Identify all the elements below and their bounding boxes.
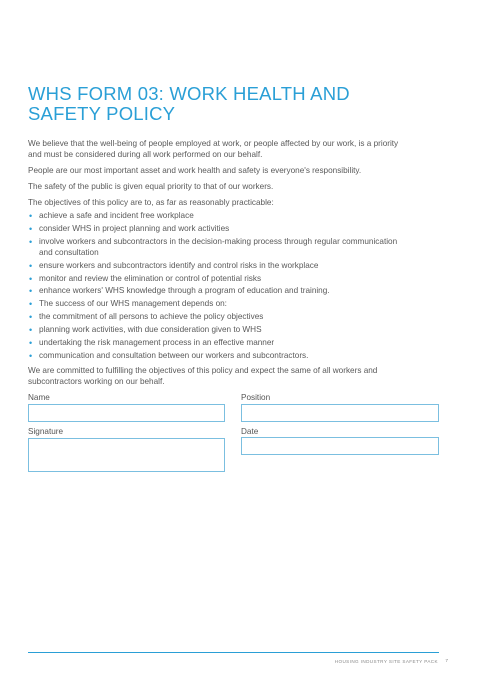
date-field[interactable] xyxy=(241,437,439,455)
list-item-text: the commitment of all persons to achieve the policy objectives xyxy=(39,312,264,322)
closing-paragraph: We are committed to fulfilling the objectives of this policy and expect the same of all workers and subcontractors working on our behalf. xyxy=(28,366,378,386)
list-item-text: involve workers and subcontractors in the decision-making process through regular communication and consultation xyxy=(39,236,398,257)
list-item xyxy=(28,261,408,272)
list-item xyxy=(28,299,408,310)
list-item xyxy=(28,237,408,258)
list-item xyxy=(28,211,408,222)
list-item xyxy=(28,351,408,362)
list-item-text: planning work activities, with due consideration given to WHS xyxy=(39,325,262,335)
paragraph: The objectives of this policy are to, as far as reasonably practicable: xyxy=(28,197,274,207)
footer-title: HOUSING INDUSTRY SITE SAFETY PACK xyxy=(334,659,438,664)
bullet-icon: • xyxy=(29,338,33,349)
list-item xyxy=(28,224,408,235)
signature-field[interactable] xyxy=(28,438,225,472)
signature-label: Signature xyxy=(28,427,64,436)
page-title: WHS FORM 03: WORK HEALTH AND SAFETY POLICY xyxy=(28,83,350,124)
date-label: Date xyxy=(241,427,259,436)
footer-divider xyxy=(28,652,439,653)
bullet-icon: • xyxy=(29,286,33,297)
list-item-text: communication and consultation between our workers and subcontractors. xyxy=(39,351,309,361)
list-item-text: monitor and review the elimination or control of potential risks xyxy=(39,273,262,283)
bullet-icon: • xyxy=(29,210,33,221)
bullet-icon: • xyxy=(29,325,33,336)
list-item-text: consider WHS in project planning and work activities xyxy=(39,223,230,233)
list-item-text: The success of our WHS management depends on: xyxy=(39,299,227,309)
list-item xyxy=(28,325,408,336)
objectives-list xyxy=(28,211,408,362)
bullet-icon: • xyxy=(29,273,33,284)
bullet-icon: • xyxy=(29,260,33,271)
bullet-icon: • xyxy=(29,223,33,234)
policy-body xyxy=(28,139,408,393)
bullet-icon: • xyxy=(29,351,33,362)
bullet-icon: • xyxy=(29,299,33,310)
list-item xyxy=(28,286,408,297)
bullet-icon: • xyxy=(29,236,33,247)
list-item-text: achieve a safe and incident free workplace xyxy=(39,210,194,220)
list-item xyxy=(28,338,408,349)
position-field[interactable] xyxy=(241,404,439,422)
name-label: Name xyxy=(28,393,50,402)
page-number: 7 xyxy=(445,659,448,664)
bullet-icon: • xyxy=(29,312,33,323)
list-item-text: ensure workers and subcontractors identify and control risks in the workplace xyxy=(39,260,319,270)
list-item xyxy=(28,274,408,285)
list-item xyxy=(28,312,408,323)
paragraph: The safety of the public is given equal priority to that of our workers. xyxy=(28,181,274,191)
paragraph: People are our most important asset and work health and safety is everyone's responsibility. xyxy=(28,165,362,175)
paragraph: We believe that the well-being of people employed at work, or people affected by our work, is a priority and must be considered during all work performed on our behalf. xyxy=(28,139,399,159)
list-item-text: undertaking the risk management process in an effective manner xyxy=(39,338,275,348)
position-label: Position xyxy=(241,393,271,402)
list-item-text: enhance workers' WHS knowledge through a program of education and training. xyxy=(39,286,330,296)
name-field[interactable] xyxy=(28,404,225,422)
